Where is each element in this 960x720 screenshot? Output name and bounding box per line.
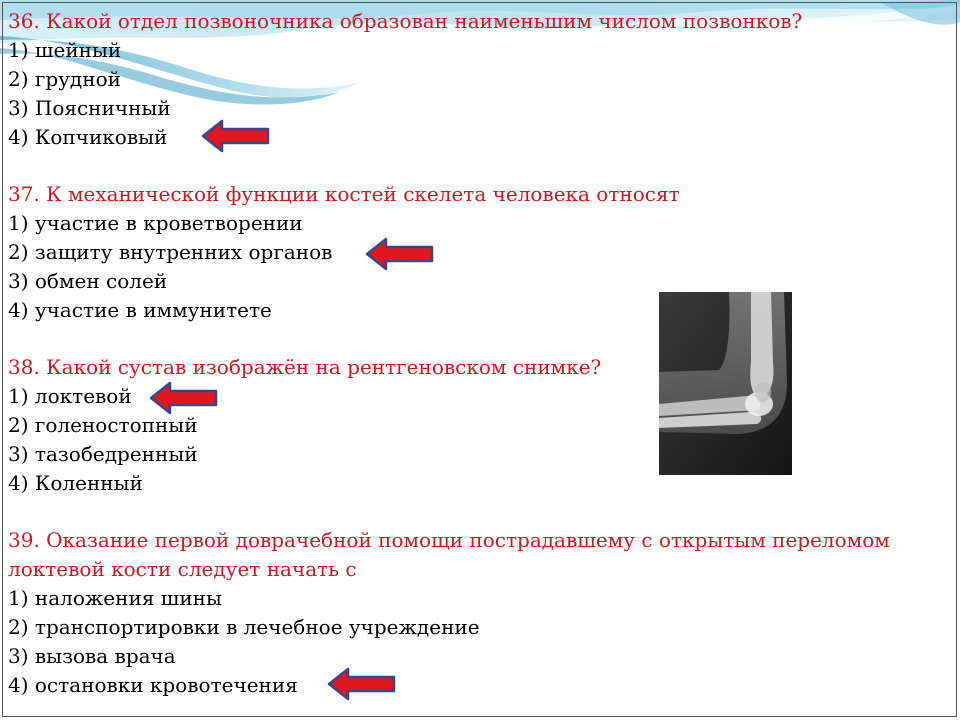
answer-38-2: 2) голеностопный <box>8 413 198 437</box>
arrow-left-icon <box>200 118 272 154</box>
answer-37-3: 3) обмен солей <box>8 269 168 293</box>
answer-39-1: 1) наложения шины <box>8 586 222 610</box>
answer-36-4: 4) Копчиковый <box>8 125 168 149</box>
question-36: 36. Какой отдел позвоночника образован наименьшим числом позвонков? <box>8 9 803 33</box>
answer-38-1: 1) локтевой <box>8 384 132 408</box>
arrow-left-icon <box>364 236 436 272</box>
answer-37-2: 2) защиту внутренних органов <box>8 240 333 264</box>
arrow-left-icon <box>148 380 220 416</box>
answer-36-1: 1) шейный <box>8 38 122 62</box>
question-39-line-2: локтевой кости следует начать с <box>8 557 357 581</box>
question-39-line-1: 39. Оказание первой доврачебной помощи пострадавшему с открытым переломом <box>8 528 890 552</box>
answer-37-1: 1) участие в кроветворении <box>8 211 303 235</box>
question-37: 37. К механической функции костей скелета человека относят <box>8 182 680 206</box>
answer-39-4: 4) остановки кровотечения <box>8 673 298 697</box>
answer-37-4: 4) участие в иммунитете <box>8 298 272 322</box>
arrow-left-icon <box>326 666 398 702</box>
answer-39-3: 3) вызова врача <box>8 644 176 668</box>
answer-36-2: 2) грудной <box>8 67 121 91</box>
answer-39-2: 2) транспортировки в лечебное учреждение <box>8 615 480 639</box>
answer-38-4: 4) Коленный <box>8 471 143 495</box>
answer-38-3: 3) тазобедренный <box>8 442 198 466</box>
question-38: 38. Какой сустав изображён на рентгеновском снимке? <box>8 355 602 379</box>
elbow-xray-image <box>659 292 792 475</box>
answer-36-3: 3) Поясничный <box>8 96 171 120</box>
